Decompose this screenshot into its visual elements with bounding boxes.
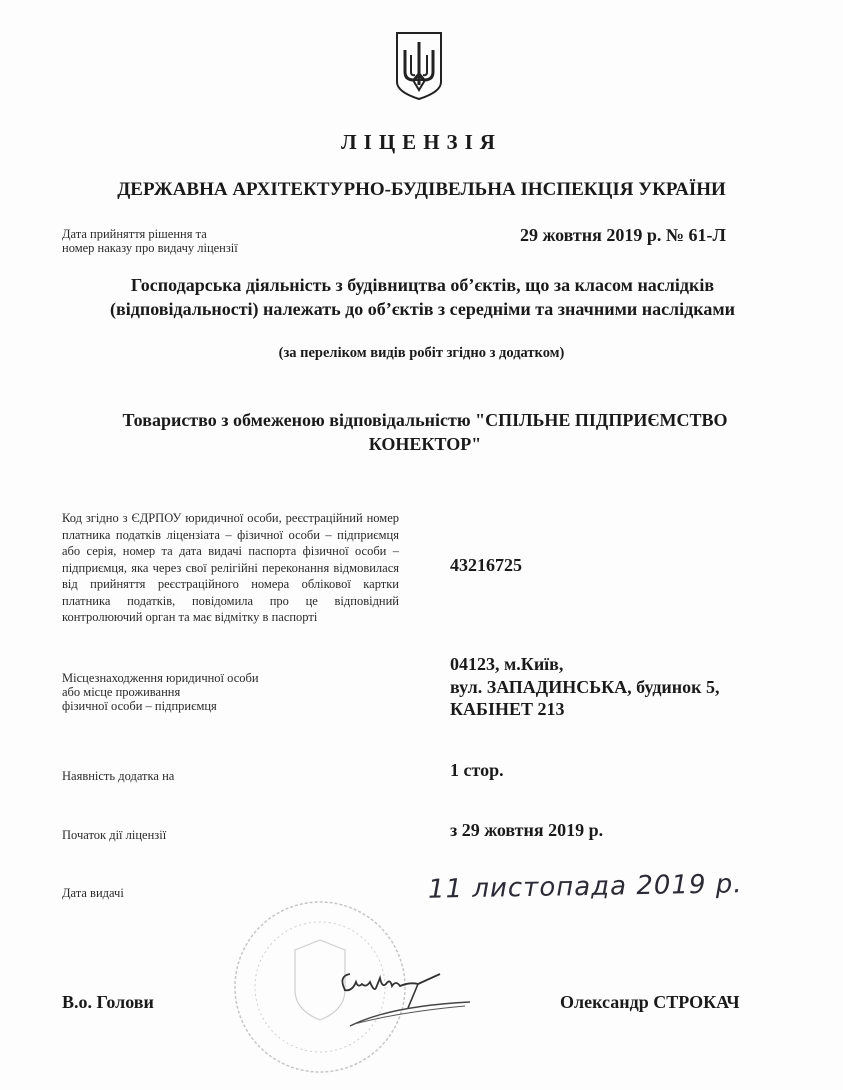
signatory-name: Олександр СТРОКАЧ (560, 992, 740, 1012)
signatory-role: В.о. Голови (62, 992, 154, 1012)
licensee-name: Товариство з обмеженою відповідальністю "СПІЛЬНЕ ПІДПРИЄМСТВО КОНЕКТОР" (122, 410, 728, 454)
decision-label-line1: Дата прийняття рішення та (62, 227, 207, 241)
code-label: Код згідно з ЄДРПОУ юридичної особи, реєстраційний номер платника податків ліцензіата – фізичної особи – підприємця або серія, номер та дата видачі паспорта фізичної особи – підприємця, яка через свої релігійні переконання відмовилася від прийняття реєстраційного номера облікової картки платника податків, повідомила про це відповідний контролюючий орган та має відмітку в паспорті (62, 511, 399, 624)
issue-date-label: Дата видачі (62, 886, 124, 900)
address-line1: 04123, м.Київ, (450, 654, 564, 674)
address-label-line2: або місце проживання (62, 685, 181, 699)
address-label-line3: фізичної особи – підприємця (62, 699, 217, 713)
code-value: 43216725 (450, 555, 522, 575)
start-value: з 29 жовтня 2019 р. (450, 820, 604, 840)
issuing-authority: ДЕРЖАВНА АРХІТЕКТУРНО-БУДІВЕЛЬНА ІНСПЕКЦІЯ УКРАЇНИ (117, 179, 726, 200)
address-label-line1: Місцезнаходження юридичної особи (62, 671, 259, 685)
decision-date-number: 29 жовтня 2019 р. № 61-Л (520, 225, 726, 245)
activity-note: (за переліком видів робіт згідно з додатком) (278, 345, 565, 361)
decision-label (62, 227, 322, 255)
address-label (62, 671, 259, 713)
handwritten-signature (330, 968, 500, 1033)
address-line2: вул. ЗАПАДИНСЬКА, будинок 5, (450, 676, 720, 697)
address-value (450, 653, 720, 721)
address-line3: КАБІНЕТ 213 (450, 699, 565, 719)
annex-value: 1 стор. (450, 760, 504, 780)
start-label: Початок дії ліцензії (62, 828, 167, 842)
decision-label-line2: номер наказу про видачу ліцензії (62, 241, 238, 255)
annex-label: Наявність додатка на (62, 769, 175, 783)
issue-date-handwritten: 11 листопада 2019 р. (427, 869, 743, 905)
document-title: ЛІЦЕНЗІЯ (341, 130, 502, 154)
activity-description: Господарська діяльність з будівництва об’єктів, що за класом наслідків (відповідальності) належать до об’єктів з середніми та значними наслідками (110, 275, 735, 319)
coat-of-arms-icon (394, 30, 444, 102)
